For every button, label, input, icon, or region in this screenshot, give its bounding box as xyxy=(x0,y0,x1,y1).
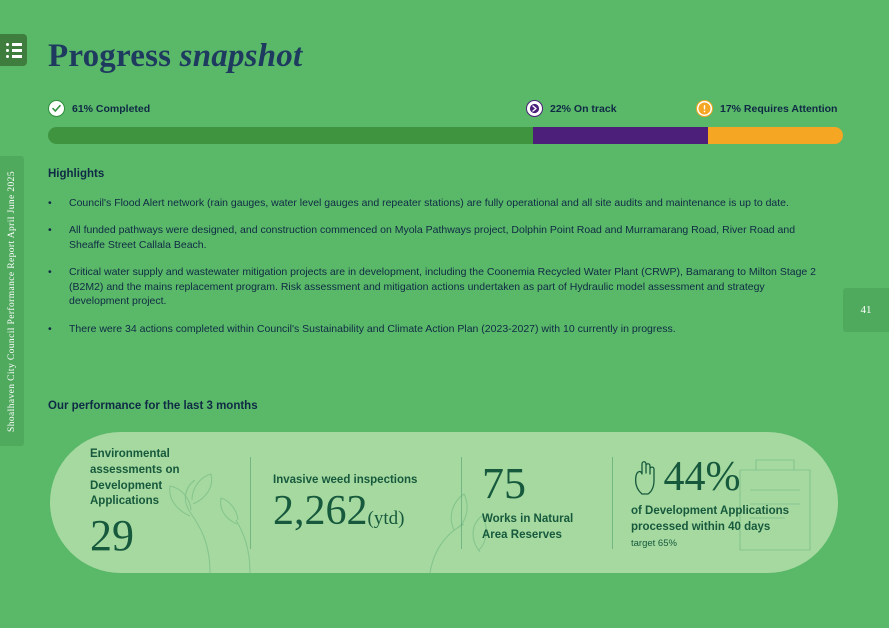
stat-works-natural-area-reserves xyxy=(462,458,612,543)
stat-value-group xyxy=(273,488,443,535)
report-side-label xyxy=(0,156,24,446)
stat-target: target 65% xyxy=(631,538,677,550)
page-content xyxy=(48,0,848,628)
page-number-tab[interactable] xyxy=(843,288,889,332)
page-number: 41 xyxy=(860,304,872,316)
list-item-text: There were 34 actions completed within Council's Sustainability and Climate Action Plan (2023-2027) with 10 currently in progress. xyxy=(69,322,676,335)
stat-invasive-weed-inspections xyxy=(251,473,461,533)
legend-label-attention: 17% Requires Attention xyxy=(720,102,838,115)
page-title-main: Progress xyxy=(48,38,180,74)
bullet-icon: • xyxy=(48,197,52,209)
list-item xyxy=(48,223,823,252)
legend-label-ontrack: 22% On track xyxy=(550,102,617,115)
exclamation-circle-icon xyxy=(696,100,713,117)
legend-item-ontrack xyxy=(526,100,617,117)
performance-stats-capsule xyxy=(50,432,838,573)
stat-environmental-assessments xyxy=(50,447,250,560)
arrow-circle-icon xyxy=(526,100,543,117)
list-item xyxy=(48,265,823,308)
bullet-icon: • xyxy=(48,322,52,335)
stat-label: Works in Natural Area Reserves xyxy=(482,512,574,541)
side-label-text: Shoalhaven City Council Performance Report April June 2025 xyxy=(7,170,17,432)
stat-value: 75 xyxy=(482,458,526,508)
stat-value-suffix: (ytd) xyxy=(367,508,405,530)
stat-label: of Development Applications processed within 40 days xyxy=(631,504,790,533)
list-item-text: Critical water supply and wastewater mitigation projects are in development, including the Coonemia Recycled Water Plant (CRWP), Bamarang to Milton Stage 2 (B2M2) and the mains replacement program. Risk assessment and mitigation actions undertaken as part of Hydraulic model assessment and strategy development project. xyxy=(69,266,817,308)
page-title-emphasis: snapshot xyxy=(179,38,303,74)
performance-heading: Our performance for the last 3 months xyxy=(48,400,258,412)
highlights-list xyxy=(48,196,823,336)
page-title xyxy=(48,38,848,75)
legend-item-completed xyxy=(48,100,150,117)
stat-value-row xyxy=(631,453,810,504)
progress-bar xyxy=(48,127,843,144)
progress-segment-ontrack xyxy=(533,127,708,144)
progress-segment-attention xyxy=(708,127,843,144)
stat-label: Invasive weed inspections xyxy=(273,473,418,486)
hand-pointing-icon xyxy=(631,458,661,501)
list-item xyxy=(48,196,823,210)
list-item-text: Council's Flood Alert network (rain gauges, water level gauges and repeater stations) are fully operational and all site audits and maintenance is up to date. xyxy=(69,197,789,209)
check-circle-icon xyxy=(48,100,65,117)
progress-legend xyxy=(48,100,843,122)
bullet-icon: • xyxy=(48,224,52,237)
stat-value: 29 xyxy=(90,510,134,560)
menu-button[interactable] xyxy=(0,34,27,66)
stat-value: 2,262 xyxy=(273,488,368,535)
legend-item-attention xyxy=(696,100,837,117)
stat-value: 44% xyxy=(663,453,741,500)
stat-label: Environmental assessments on Development Applications xyxy=(90,448,180,508)
highlights-heading: Highlights xyxy=(48,168,105,180)
bullet-icon: • xyxy=(48,266,52,279)
stat-da-processed-40-days xyxy=(613,453,828,550)
list-item-text: All funded pathways were designed, and construction commenced on Myola Pathways project, Dolphin Point Road and Murramarang Road, River Road and Sheaffe Street Callala Beach. xyxy=(69,224,796,251)
menu-list-icon xyxy=(6,43,22,58)
legend-label-completed: 61% Completed xyxy=(72,102,151,115)
list-item xyxy=(48,322,823,336)
progress-segment-completed xyxy=(48,127,533,144)
